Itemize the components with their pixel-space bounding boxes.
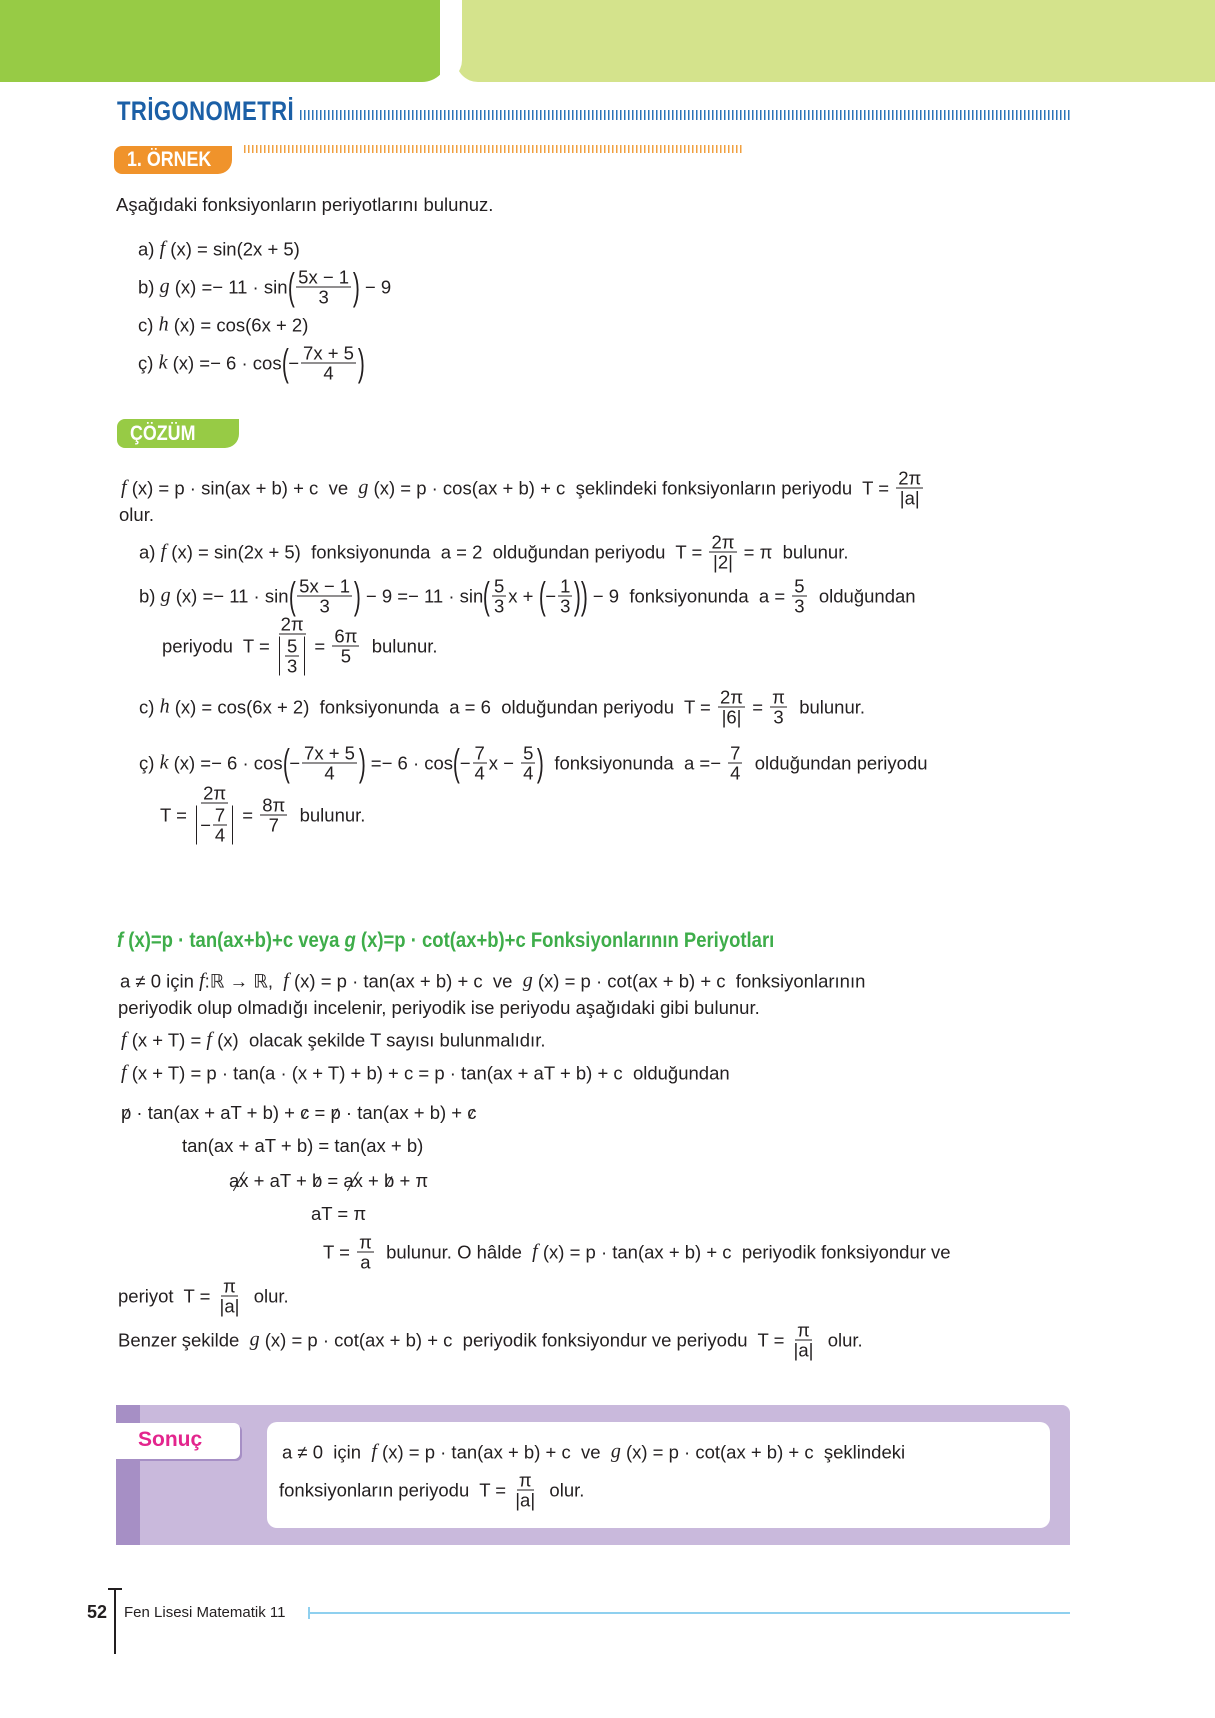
math-text: b) [138, 276, 160, 297]
denominator [473, 764, 487, 783]
fraction [296, 268, 351, 307]
math-text: periyodik olup olmadığı incelenir, periyodik ise periyodu aşağıdaki gibi bulunur. [118, 997, 760, 1018]
fraction [728, 744, 742, 783]
big-parenthesis: ) [352, 266, 360, 308]
denominator [492, 597, 506, 616]
math-text: 7 [474, 742, 485, 764]
math-text: b) [139, 585, 161, 606]
math-text: 4 [323, 362, 334, 384]
numerator [285, 637, 299, 657]
cancelled-term: ax [229, 1170, 249, 1191]
function-name: h [158, 313, 169, 336]
numerator [517, 1471, 534, 1491]
example-label [114, 146, 232, 174]
math-text: = [322, 1170, 344, 1191]
math-text: π [797, 1319, 810, 1341]
math-text: 5x − 1 [299, 575, 351, 597]
fraction [277, 615, 307, 678]
function-name: f [121, 1061, 127, 1084]
solution-line [139, 577, 916, 616]
body-line [118, 1277, 289, 1316]
math-text: (x) =− 11 · sin [169, 276, 288, 297]
math-text: (x) = sin(2x + 5) [165, 238, 300, 259]
numerator [558, 577, 572, 597]
math-text: aT = π [311, 1203, 367, 1224]
cancelled-term: c [467, 1102, 477, 1123]
math-text: 2π [203, 782, 227, 804]
math-text: (x) =− 6 · cos [167, 352, 282, 373]
function-name: g [159, 275, 170, 298]
fraction [301, 344, 356, 383]
body-line [182, 1135, 423, 1157]
denominator [322, 764, 336, 783]
math-text: (x) = cos(6x + 2) fonksiyonunda a = 6 olduğundan periyodu T = [169, 696, 716, 717]
math-text: + π [394, 1170, 429, 1191]
numerator [201, 784, 228, 804]
math-text: a [360, 1251, 371, 1273]
math-text: π [518, 1469, 532, 1491]
math-text: 3 [319, 595, 330, 617]
denominator [317, 597, 331, 616]
function-name: f [121, 1028, 127, 1051]
math-text: 8π [262, 794, 286, 816]
math-text: = π bulunur. [738, 541, 849, 562]
numerator [297, 577, 352, 597]
math-text: (x) olacak şekilde T sayısı bulunmalıdır. [211, 1029, 546, 1050]
math-text: 7x + 5 [303, 342, 354, 364]
math-text: 6π [334, 625, 358, 647]
denominator [316, 288, 330, 307]
footer-rule [310, 1612, 1070, 1614]
function-name: g [249, 1328, 260, 1351]
solution-line [162, 615, 438, 678]
cancelled-term: ax [343, 1170, 363, 1191]
math-text: 3 [773, 706, 784, 728]
math-text: (x) =− 6 · cos [168, 752, 283, 773]
body-line [229, 1170, 428, 1192]
fraction [792, 1321, 816, 1360]
heading-part1: (x)=p · tan(ax+b)+c veya [123, 929, 345, 952]
math-text: olduğundan periyodu [744, 752, 928, 773]
denominator [339, 647, 353, 666]
function-name: g [610, 1440, 621, 1463]
fraction [302, 744, 357, 783]
math-text: (x) = p · tan(ax + b) + c ve [288, 970, 523, 991]
fraction [473, 744, 487, 783]
math-text: 5 [523, 742, 534, 764]
math-text: = [309, 635, 331, 656]
math-text: bulunur. [289, 804, 366, 825]
denominator [720, 708, 744, 727]
denominator [792, 1341, 816, 1360]
body-line [121, 1029, 545, 1052]
denominator [771, 708, 785, 727]
math-text: |a| [899, 487, 920, 509]
math-text: = [747, 696, 769, 717]
math-text: 3 [318, 286, 329, 308]
function-name: f [160, 540, 167, 563]
math-text: |6| [721, 706, 742, 728]
math-text: olur. [539, 1479, 585, 1500]
big-parenthesis: ( [287, 266, 295, 308]
math-text: |a| [219, 1295, 240, 1317]
math-text: periyot T = [118, 1285, 216, 1306]
math-text: + aT + [248, 1170, 312, 1191]
numerator [792, 577, 806, 597]
math-text: 2π [898, 467, 922, 489]
denominator [728, 764, 742, 783]
math-text: 5 [340, 645, 352, 667]
numerator [473, 744, 487, 764]
big-parenthesis: ) [574, 575, 582, 617]
math-text: ç) [138, 352, 159, 373]
math-text: (x) = p · tan(ax + b) + c periyodik fonksiyondur ve [537, 1241, 951, 1262]
math-text: fonksiyonunda a =− [544, 752, 727, 773]
big-parenthesis: ( [483, 575, 491, 617]
fraction [492, 577, 506, 616]
function-name: k [159, 751, 169, 774]
chapter-title: TRİGONOMETRİ [117, 96, 295, 126]
example-rule [244, 145, 744, 153]
math-text: a) [139, 541, 161, 562]
math-text: 5x − 1 [298, 266, 350, 288]
math-text: (x) = p · cot(ax + b) + c fonksiyonlarının [532, 970, 866, 991]
denominator [218, 1297, 242, 1316]
numerator [718, 688, 745, 708]
denominator [213, 826, 227, 845]
denominator [194, 804, 235, 847]
math-text: bulunur. [788, 696, 866, 717]
book-title: Fen Lisesi Matematik 11 [124, 1604, 286, 1621]
result-line [279, 1471, 584, 1510]
fraction [285, 637, 299, 676]
body-line [118, 1321, 863, 1360]
math-text: (x + T) = p · tan(a · (x + T) + b) + c = p · tan(ax + aT + b) + c olduğundan [126, 1062, 730, 1083]
denominator [267, 816, 281, 835]
math-text: 3 [286, 655, 298, 677]
math-text: ç) [139, 752, 160, 773]
math-text: 4 [730, 762, 741, 784]
solution-line [139, 744, 928, 783]
big-parenthesis: ( [281, 342, 289, 384]
big-parenthesis: ( [538, 575, 546, 617]
solution-line [121, 469, 925, 508]
fraction [792, 577, 806, 616]
function-name: h [159, 695, 170, 718]
function-name: f [121, 476, 127, 499]
math-text: 3 [560, 595, 571, 617]
numerator [728, 744, 742, 764]
heading-part2: (x)=p · cot(ax+b)+c Fonksiyonlarının Periyotları [355, 929, 775, 952]
math-text: π [359, 1231, 372, 1253]
solution-line [160, 784, 365, 847]
numerator [770, 688, 787, 708]
fraction [297, 577, 352, 616]
function-name: k [158, 351, 168, 374]
math-text: (x) = p · sin(ax + b) + c ve [126, 477, 359, 498]
math-text: x + [508, 585, 539, 606]
denominator [513, 1491, 537, 1510]
math-text: − [289, 752, 301, 773]
math-text: a ≠ 0 için [282, 1441, 372, 1462]
numerator [795, 1321, 812, 1341]
cancelled-term: p [121, 1102, 132, 1123]
absolute-value [196, 806, 233, 845]
math-text: (x) = p · tan(ax + b) + c ve [376, 1441, 611, 1462]
math-text: (x) = sin(2x + 5) fonksiyonunda a = 2 olduğundan periyodu T = [166, 541, 708, 562]
function-name: f [159, 237, 166, 260]
math-text: (x) = cos(6x + 2) [168, 314, 309, 335]
numerator [213, 806, 227, 826]
fraction [521, 744, 535, 783]
math-text: 5 [794, 575, 805, 597]
math-text: olur. [243, 1285, 289, 1306]
math-text: 2π [280, 613, 304, 635]
body-line [121, 1062, 730, 1085]
numerator [302, 744, 357, 764]
math-text: π [772, 686, 785, 708]
solution-label [117, 419, 239, 448]
math-text: |2| [713, 551, 733, 573]
footer-divider-top [108, 1588, 122, 1590]
footer-divider [114, 1588, 116, 1654]
math-text: a ≠ 0 için [120, 970, 200, 991]
fraction [558, 577, 572, 616]
denominator [711, 553, 735, 572]
math-text: − [200, 814, 211, 836]
function-name: f [199, 969, 205, 992]
big-parenthesis: ) [580, 575, 588, 617]
math-text: = [237, 804, 259, 825]
cancelled-term: p [330, 1102, 341, 1123]
math-text: (x) = p · cos(ax + b) + c şeklindeki fonksiyonların periyodu T = [368, 477, 895, 498]
math-text: 4 [214, 824, 226, 846]
math-text: 1 [560, 575, 571, 597]
math-text: olduğundan [808, 585, 916, 606]
result-label: Sonuç [116, 1423, 240, 1459]
math-text: (x) = p · cot(ax + b) + c şeklindeki [620, 1441, 906, 1462]
math-text: c) [138, 314, 159, 335]
numerator [279, 615, 306, 635]
function-name: f [206, 1028, 212, 1051]
math-text: = [309, 1102, 331, 1123]
function-name: g [160, 584, 171, 607]
math-text: T = [323, 1241, 356, 1262]
cancelled-term: b [384, 1170, 395, 1191]
function-name: f [283, 969, 289, 992]
math-text: 5 [286, 635, 298, 657]
solution-label-text: ÇÖZÜM [130, 422, 196, 445]
denominator [277, 635, 307, 678]
title-rule [300, 110, 1072, 120]
math-text: 4 [324, 762, 335, 784]
big-parenthesis: ( [282, 742, 290, 784]
big-parenthesis: ( [288, 575, 296, 617]
math-text: fonksiyonların periyodu T = [279, 1479, 512, 1500]
result-line [282, 1441, 905, 1464]
math-text: 7 [268, 814, 279, 836]
big-parenthesis: ) [537, 742, 545, 784]
function-name: f [371, 1440, 377, 1463]
math-text: 7 [214, 804, 226, 826]
body-line [118, 997, 760, 1019]
math-text: 7 [730, 742, 741, 764]
function-name: g [522, 969, 533, 992]
math-text: 4 [474, 762, 485, 784]
math-text: tan(ax + aT + b) = tan(ax + b) [182, 1135, 424, 1156]
denominator [285, 657, 299, 676]
fraction [194, 784, 235, 847]
math-text: 5 [493, 575, 505, 597]
example-item [138, 314, 308, 337]
fraction [332, 627, 359, 666]
numerator [221, 1277, 238, 1297]
fraction [260, 796, 287, 835]
example-item [138, 344, 365, 383]
math-text: π [223, 1275, 236, 1297]
math-text: 2π [720, 686, 744, 708]
math-text: + [362, 1170, 385, 1191]
numerator [260, 796, 287, 816]
math-text: · tan(ax + b) + [340, 1102, 468, 1123]
solution-line [119, 504, 154, 526]
example-prompt: Aşağıdaki fonksiyonların periyotlarını bulunuz. [116, 194, 494, 215]
top-banner-light [456, 0, 1215, 82]
math-text: 3 [493, 595, 505, 617]
solution-line [139, 688, 865, 727]
cancelled-term: b [311, 1170, 323, 1191]
example-item [138, 238, 300, 261]
math-text: − 9 fonksiyonunda a = [587, 585, 791, 606]
math-text: Benzer şekilde [118, 1329, 250, 1350]
numerator [896, 469, 923, 489]
math-text: 4 [523, 762, 534, 784]
body-line [120, 970, 865, 993]
example-label-text: 1. ÖRNEK [127, 148, 212, 171]
math-text: =− 6 · cos [365, 752, 454, 773]
fraction [709, 533, 736, 572]
denominator [792, 597, 806, 616]
math-text: olur. [119, 504, 154, 525]
math-text: periyodu T = [162, 635, 275, 656]
math-text: · tan(ax + aT + b) + [131, 1102, 301, 1123]
denominator [558, 597, 572, 616]
numerator [492, 577, 506, 597]
math-text: (x) =− 11 · sin [170, 585, 289, 606]
big-parenthesis: ) [353, 575, 361, 617]
body-line [323, 1233, 951, 1272]
math-text: 3 [794, 595, 805, 617]
fraction [357, 1233, 374, 1272]
absolute-value [279, 637, 305, 676]
numerator [296, 268, 351, 288]
fraction [718, 688, 745, 727]
cancelled-term: c [300, 1102, 310, 1123]
denominator [321, 364, 335, 383]
function-name: g [358, 476, 369, 499]
fraction [218, 1277, 242, 1316]
math-text: (x + T) = [126, 1029, 207, 1050]
heading-g: g [344, 929, 356, 952]
denominator [898, 489, 922, 508]
math-text: 2π [711, 531, 735, 553]
math-text: − [545, 585, 557, 606]
math-text: c) [139, 696, 160, 717]
body-line [311, 1203, 366, 1225]
numerator [521, 744, 535, 764]
denominator [358, 1253, 372, 1272]
math-text: − [288, 352, 300, 373]
fraction [213, 806, 227, 845]
math-text: |a| [793, 1339, 814, 1361]
numerator [301, 344, 356, 364]
example-item [138, 268, 391, 307]
fraction [513, 1471, 537, 1510]
big-parenthesis: ) [357, 342, 365, 384]
math-text: T = [160, 804, 193, 825]
banner-divider [440, 0, 462, 82]
math-text: 7x + 5 [304, 742, 355, 764]
function-name: f [532, 1240, 538, 1263]
numerator [357, 1233, 374, 1253]
math-text: bulunur. O hâlde [375, 1241, 533, 1262]
solution-line [139, 533, 848, 572]
page-number: 52 [87, 1602, 108, 1622]
math-text: bulunur. [361, 635, 438, 656]
fraction [770, 688, 787, 727]
section-heading [117, 929, 774, 953]
fraction [896, 469, 923, 508]
denominator [521, 764, 535, 783]
math-text: − 9 =− 11 · sin [360, 585, 484, 606]
body-line [121, 1102, 476, 1124]
top-banner-green [0, 0, 448, 82]
big-parenthesis: ( [452, 742, 460, 784]
math-text: |a| [515, 1489, 536, 1511]
math-text: a) [138, 238, 160, 259]
math-text: x − [488, 752, 520, 773]
math-text: − 9 [359, 276, 392, 297]
numerator [332, 627, 359, 647]
big-parenthesis: ) [358, 742, 366, 784]
math-text: :ℝ → ℝ, [204, 970, 284, 991]
math-text: − [459, 752, 471, 773]
numerator [709, 533, 736, 553]
math-text: (x) = p · cot(ax + b) + c periyodik fonksiyondur ve periyodu T = [259, 1329, 790, 1350]
math-text: olur. [817, 1329, 863, 1350]
heading-f: f [117, 929, 124, 952]
